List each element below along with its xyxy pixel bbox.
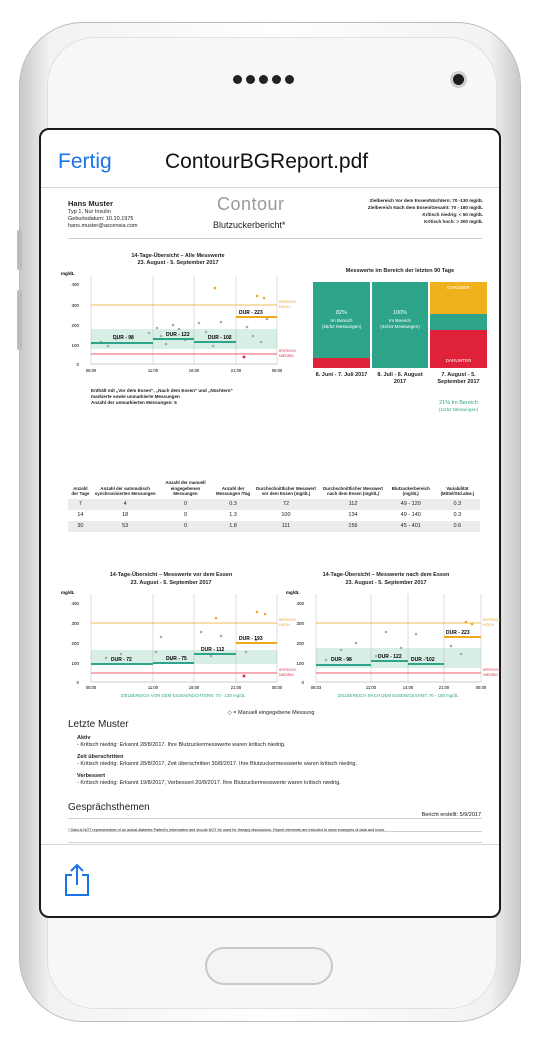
range-bar-august: DARÜBER DARUNTER <box>430 282 487 368</box>
avg-label: DUR - 122 <box>166 332 190 338</box>
svg-text:KRITISCH: KRITISCH <box>279 618 296 622</box>
y-tick: 300 <box>71 303 79 308</box>
svg-text:400: 400 <box>71 601 79 606</box>
report-created: Bericht erstellt: 5/9/2017 <box>421 812 481 818</box>
svg-text:mg/dL: mg/dL <box>61 590 75 595</box>
patient-type: Typ 1, Nur Insulin <box>68 209 111 215</box>
y-tick: 200 <box>71 323 79 328</box>
chart-main <box>61 266 296 381</box>
avg-bar <box>194 341 236 343</box>
table-header: Anzahl der Messungen /Tag <box>216 485 251 496</box>
x-tick: 11:00 <box>147 368 159 373</box>
avg-label: DUR - 112 <box>201 647 225 653</box>
contour-logo: Contour <box>217 194 285 214</box>
y-tick: 0 <box>76 362 79 367</box>
svg-text:NIEDRIG: NIEDRIG <box>483 673 498 677</box>
range-date-3: 7. August - 5. September 2017 <box>437 372 480 385</box>
svg-text:16:00: 16:00 <box>188 685 200 690</box>
avg-label: DUR - 72 <box>111 657 132 663</box>
svg-text:HOCH: HOCH <box>279 305 290 309</box>
chart-main-note: Anzahl der unmarkierten Messungen: 6 <box>91 400 177 405</box>
avg-label: DUR - 98 <box>113 335 134 341</box>
avg-label: DUR - 102 <box>208 335 232 341</box>
chart-main-title: 14-Tage-Übersicht – Alle Messwerte <box>131 253 225 259</box>
home-button[interactable] <box>205 947 333 985</box>
range-pct-3: 21% Im Bereich <box>439 400 478 406</box>
svg-text:100: 100 <box>296 661 304 666</box>
svg-text:100: 100 <box>71 661 79 666</box>
svg-text:05:00: 05:00 <box>85 685 97 690</box>
y-unit: mg/dL <box>61 271 75 276</box>
svg-text:300: 300 <box>71 621 79 626</box>
target-before: Zielbereich Vor dem Essen/Nüchtern: 70 -130 mg/dL <box>369 198 483 203</box>
x-tick: 05:00 <box>271 368 283 373</box>
x-tick: 05:00 <box>85 368 97 373</box>
navigation-bar <box>41 130 499 188</box>
svg-text:14:00: 14:00 <box>402 685 414 690</box>
done-button[interactable]: Fertig <box>58 150 112 173</box>
table-row: 30 53 0 1.8 111 156 45 - 401 0.6 <box>68 521 480 532</box>
table-header: Durchschnittlicher Messwert nach dem Essen (mg/dL) <box>322 485 384 496</box>
bottom-toolbar <box>41 844 499 916</box>
patient-email: hans.muster@ascensia.com <box>68 223 138 229</box>
svg-text:mg/dL: mg/dL <box>286 590 300 595</box>
range-bar-july: 100% Im Bereich (34/34 Messungen) <box>372 282 428 368</box>
pdf-document[interactable] <box>41 188 499 846</box>
target-high: Kritisch hoch: > 300 mg/dL <box>424 219 483 224</box>
svg-text:ZIELBEREICH VOR DEM ESSEN/NÜCH: ZIELBEREICH VOR DEM ESSEN/NÜCHTERN: 70 - 130 mg/dL <box>120 693 246 698</box>
svg-text:21:00: 21:00 <box>230 685 242 690</box>
table-header: Anzahl der manuell eingegebenen Messungen <box>165 480 206 496</box>
avg-label: DUR - 98 <box>331 657 352 663</box>
avg-label: DUR - 122 <box>378 654 402 660</box>
svg-text:NIEDRIG: NIEDRIG <box>279 354 294 358</box>
svg-text:300: 300 <box>296 621 304 626</box>
svg-text:400: 400 <box>296 601 304 606</box>
table-row: 7 4 0 0.3 72 112 49 - 120 0.3 <box>68 499 480 510</box>
table-row: 14 18 0 1.3 100 134 49 - 140 0.3 <box>77 512 462 518</box>
svg-text:KRITISCH: KRITISCH <box>279 300 296 304</box>
svg-text:ZIELBEREICH NACH DEM ESSEN/GES: ZIELBEREICH NACH DEM ESSEN/GESAMT: 70 - 180 mg/dL <box>337 693 459 698</box>
chart-after-title: 14-Tage-Übersicht – Messwerte nach dem Essen <box>322 572 450 578</box>
share-icon[interactable] <box>63 863 91 902</box>
manual-entry-legend: ◇ = Manuell eingegebene Messung <box>227 710 315 716</box>
target-low: Kritisch niedrig: < 50 mg/dL <box>422 212 483 217</box>
avg-label: DUR - 223 <box>239 310 263 316</box>
table-header: Anzahl der automatisch synchronisierten Messungen <box>94 485 156 496</box>
svg-text:KRITISCH: KRITISCH <box>279 349 296 353</box>
chart-main-dates: 23. August - 5. September 2017 <box>137 260 219 266</box>
range-date-1: 8. Juni - 7. Juli 2017 <box>315 372 368 378</box>
svg-text:200: 200 <box>296 641 304 646</box>
avg-bar <box>91 342 153 344</box>
x-tick: 16:00 <box>188 368 200 373</box>
avg-label: DUR - 223 <box>446 630 470 636</box>
patient-birthdate: Geburtsdatum: 10.10.1975 <box>68 216 134 222</box>
range-title: Messwerte im Bereich der letzten 90 Tage <box>345 268 455 274</box>
topics-title: Gesprächsthemen <box>68 802 150 813</box>
chart-main-note: markierte sowie unmarkierte Messungen <box>91 394 180 399</box>
x-tick: 21:00 <box>230 368 242 373</box>
pattern-exceeded-heading: Zeit überschritten <box>77 754 124 760</box>
svg-text:KRITISCH: KRITISCH <box>483 618 500 622</box>
note-line <box>68 842 482 843</box>
note-line <box>68 818 482 819</box>
y-tick: 400 <box>71 282 79 287</box>
svg-text:200: 200 <box>71 641 79 646</box>
range-date-2: 8. Juli - 6. August 2017 <box>377 372 423 385</box>
power-button <box>17 290 22 350</box>
table-header: Blutzuckerbereich (mg/dL) <box>391 485 430 496</box>
avg-label: DUR - 102 <box>411 657 435 663</box>
report-subtitle: Blutzuckerbericht* <box>213 220 286 230</box>
svg-text:KRITISCH: KRITISCH <box>279 668 296 672</box>
chart-after <box>286 588 501 703</box>
chart-before-title: 14-Tage-Übersicht – Messwerte vor dem Essen <box>109 572 233 578</box>
svg-text:KRITISCH: KRITISCH <box>483 668 500 672</box>
table-header: Durchschnittlicher Messwert vor dem Essen (mg/dL) <box>255 485 316 496</box>
svg-text:11:00: 11:00 <box>365 685 377 690</box>
svg-text:11:00: 11:00 <box>147 685 159 690</box>
avg-bar <box>236 316 277 318</box>
svg-text:0: 0 <box>76 680 79 685</box>
svg-text:NIEDRIG: NIEDRIG <box>279 673 294 677</box>
chart-before <box>61 588 296 703</box>
patterns-title: Letzte Muster <box>68 719 129 730</box>
svg-text:05:00: 05:00 <box>271 685 283 690</box>
svg-text:0: 0 <box>301 680 304 685</box>
target-after: Zielbereich Nach dem Essen/Gesamt: 70 - 180 mg/dL <box>367 205 483 210</box>
camera-lens <box>450 71 467 88</box>
avg-label: DUR - 75 <box>166 656 187 662</box>
statistics-table <box>68 480 480 532</box>
table-header: Anzahl der Tage <box>71 485 90 496</box>
range-count-3: (11/52 Messungen) <box>438 407 479 412</box>
pattern-exceeded-text: - Kritisch niedrig: Erkannt 28/8/2017, Zeit überschritten 30/8/2017. Ihre Blutzuckermesswerte waren kritisch niedrig. <box>77 761 358 767</box>
svg-text:05:00: 05:00 <box>475 685 487 690</box>
screen <box>39 128 501 918</box>
pattern-improved-text: - Kritisch niedrig: Erkannt 19/8/2017, Verbessert 20/8/2017. Ihre Blutzuckermesswerte waren kritisch niedrig. <box>77 780 341 786</box>
avg-label: DUR - 193 <box>239 636 263 642</box>
patient-name: Hans Muster <box>68 199 114 208</box>
svg-text:HOCH: HOCH <box>279 623 290 627</box>
table-header: Variabilität (Mittel/Std.abw.) <box>440 485 475 496</box>
y-tick: 100 <box>71 343 79 348</box>
svg-text:05:03: 05:03 <box>310 685 322 690</box>
range-bar-june: 82% Im Bereich (45/52 Messungen) <box>313 282 370 368</box>
chart-after-dates: 23. August - 5. September 2017 <box>345 580 427 586</box>
chart-main-note: Enthält mit „Vor dem Essen", „Nach dem Essen" und „Nüchtern" <box>91 388 233 393</box>
speaker-grille <box>233 75 294 84</box>
pattern-active-text: - Kritisch niedrig: Erkannt 28/8/2017. Ihre Blutzuckermesswerte waren kritisch niedrig. <box>77 742 286 748</box>
chart-before-dates: 23. August - 5. September 2017 <box>130 580 212 586</box>
document-title: ContourBGReport.pdf <box>165 150 369 173</box>
svg-text:HOCH: HOCH <box>483 623 494 627</box>
pattern-active-heading: Aktiv <box>77 735 91 741</box>
avg-bar <box>153 338 194 340</box>
volume-button <box>17 230 22 270</box>
disclaimer: * Data is NOT representative of an actual diabetes Patient's information and should NOT be used for therapy discussions. Report elements are included to show examples of data and icons. <box>68 828 386 832</box>
pattern-improved-heading: Verbessert <box>77 773 106 779</box>
header-divider <box>68 238 482 239</box>
svg-text:21:00: 21:00 <box>438 685 450 690</box>
